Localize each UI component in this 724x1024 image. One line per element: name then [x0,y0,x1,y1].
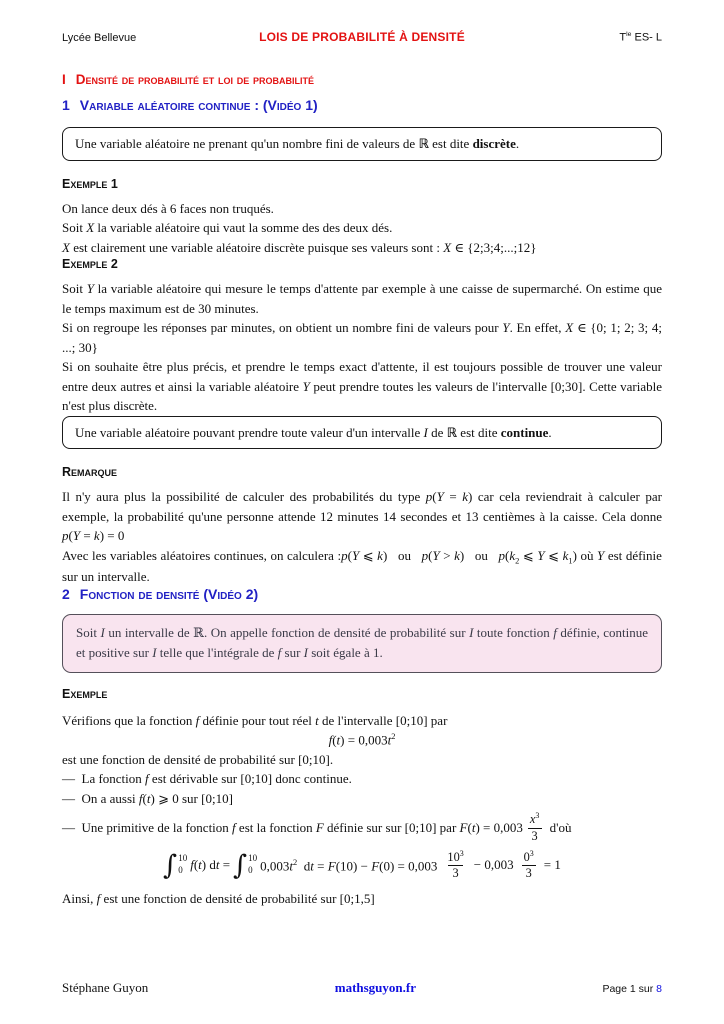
integral-lower-bound: 0 [178,865,183,876]
fraction-numerator: $x^3$ [529,811,540,827]
exemple3-heading: Exemple [62,686,108,701]
grade-label: $T^{le}$ ES- L [619,31,662,44]
fraction-numerator: $10^3$ [447,848,464,864]
section-title: Variable aléatoire continue : (Vidéo 1) [79,97,318,113]
exemple3-after-formula: est une fonction de densité de probabilité sur [0;10]. [62,751,334,767]
equation-part-1: f(t) dt = [190,857,231,873]
formula-ft: $f(t) = 0,003t^2$ [328,731,396,748]
page-total-link[interactable]: 8 [656,983,662,995]
definition-box-continue [62,416,662,450]
bullet-positive: — On a aussi f(t) ⩾ 0 sur [0;10] [62,790,233,806]
bullet-primitive-text: — Une primitive de la fonction f est la fonction F définie sur sur [0;10] par F(t) = 0,003 [62,820,523,836]
exemple1-line2: Soit X la variable aléatoire qui vaut la somme des des deux dés. [62,220,393,235]
bullet-primitive [62,812,662,843]
exemple3-conclusion: Ainsi, f est une fonction de densité de probabilité sur [0;1,5] [62,890,375,906]
exemple1-line3: X est clairement une variable aléatoire discrète puisque ses valeurs sont : X ∈ {2;3;4;...;12} [62,239,537,255]
exemple2-paragraph-2: Si on regroupe les réponses par minutes, on obtient un nombre fini de valeurs pour Y. En effet, X ∈ {0; 1; 2; 3; 4; ...; 30} [62,320,662,355]
exemple1-line1: On lance deux dés à 6 faces non truqués. [62,200,274,216]
section-number: 1 [62,97,70,113]
fraction-10cubed-3 [443,850,467,881]
integral-lower-bound: 0 [248,865,253,876]
integral-upper-bound: 10 [248,852,258,863]
bullet-derivable: — La fonction f est dérivable sur [0;10] donc continue. [62,771,352,787]
website-link[interactable]: mathsguyon.fr [334,980,416,995]
integral-equation [62,850,662,881]
fraction-numerator: $0^3$ [523,848,534,864]
page-footer [62,980,662,996]
exemple2-heading: Exemple 2 [62,257,118,271]
author-name: Stéphane Guyon [62,980,149,995]
equation-part-4: = 1 [543,857,561,873]
equation-part-2: $0,003t^2$ dt = F(10) − F(0) = 0,003 [260,856,438,873]
integral-upper-bound: 10 [178,852,188,863]
remarque-heading: Remarque [62,465,118,479]
equation-part-3: − 0,003 [473,857,514,873]
fraction-0cubed-3 [520,850,538,881]
section-number: I [62,72,66,87]
exemple2-paragraph-3: Si on souhaite être plus précis, et prendre le temps exact d'attente, il est toujours possible de trouver une valeur entre deux autres et ainsi la variable aléatoire Y peut prendre toutes les valeurs de l'intervalle [0;30]. Cette variable n'est plus discrète. [62,359,662,413]
exemple3-intro: Vérifions que la fonction f définie pour tout réel t de l'intervalle [0;10] par [62,712,448,728]
definition-box-discrete [62,127,662,161]
exemple2-paragraph-1: Soit Y la variable aléatoire qui mesure le temps d'attente par exemple à une caisse de supermarché. On estime que le temps maximum est de 30 minutes. [62,281,662,316]
remarque-paragraph-2: Avec les variables aléatoires continues, on calculera :p(Y ⩽ k) ou p(Y > k) ou $p(k_2$ ⩽ Y ⩽ $k_1$) où Y est définie sur un intervalle. [62,547,662,584]
definition-text: Une variable aléatoire pouvant prendre toute valeur d'un intervalle I de ℝ est dite continue. [75,424,552,440]
integral-sign: ∫ 10 0 [163,849,188,881]
section-title: Densité de probabilité et loi de probabilité [75,72,315,87]
bullet-primitive-tail: d'où [546,820,572,836]
section-heading-I [62,72,662,87]
integral-sign: ∫ 10 0 [233,849,258,881]
definition-text: Soit I un intervalle de ℝ. On appelle fonction de densité de probabilité sur I toute fonction f définie, continue et positive sur I telle que l'intégrale de f sur I soit égale à 1. [76,625,648,661]
section-number: 2 [62,586,70,603]
fraction-denominator: 3 [528,828,542,844]
school-name: Lycée Bellevue [62,32,137,44]
remarque-paragraph-1: Il n'y aura plus la possibilité de calculer des probabilités du type p(Y = k) car cela reviendrait à calculer par exemple, la probabilité qu'une personne attende 12 minutes 14 secondes et 13 centièmes à la caisse. Cela donne p(Y = k) = 0 [62,489,662,543]
fraction-denominator: 3 [522,865,536,881]
fraction-x3-3 [526,812,544,843]
section-heading-1 [62,97,662,113]
page-number: Page 1 sur 8 [602,983,662,995]
section-title: Fonction de densité (Vidéo 2) [79,586,259,603]
document-title: LOIS DE PROBABILITÉ À DENSITÉ [259,30,465,44]
fraction-denominator: 3 [448,865,462,881]
definition-text: Une variable aléatoire ne prenant qu'un nombre fini de valeurs de ℝ est dite discrète. [75,136,520,151]
page-header [62,30,662,44]
section-heading-2 [62,586,662,602]
exemple1-heading: Exemple 1 [62,176,118,191]
definition-box-density [62,614,662,672]
